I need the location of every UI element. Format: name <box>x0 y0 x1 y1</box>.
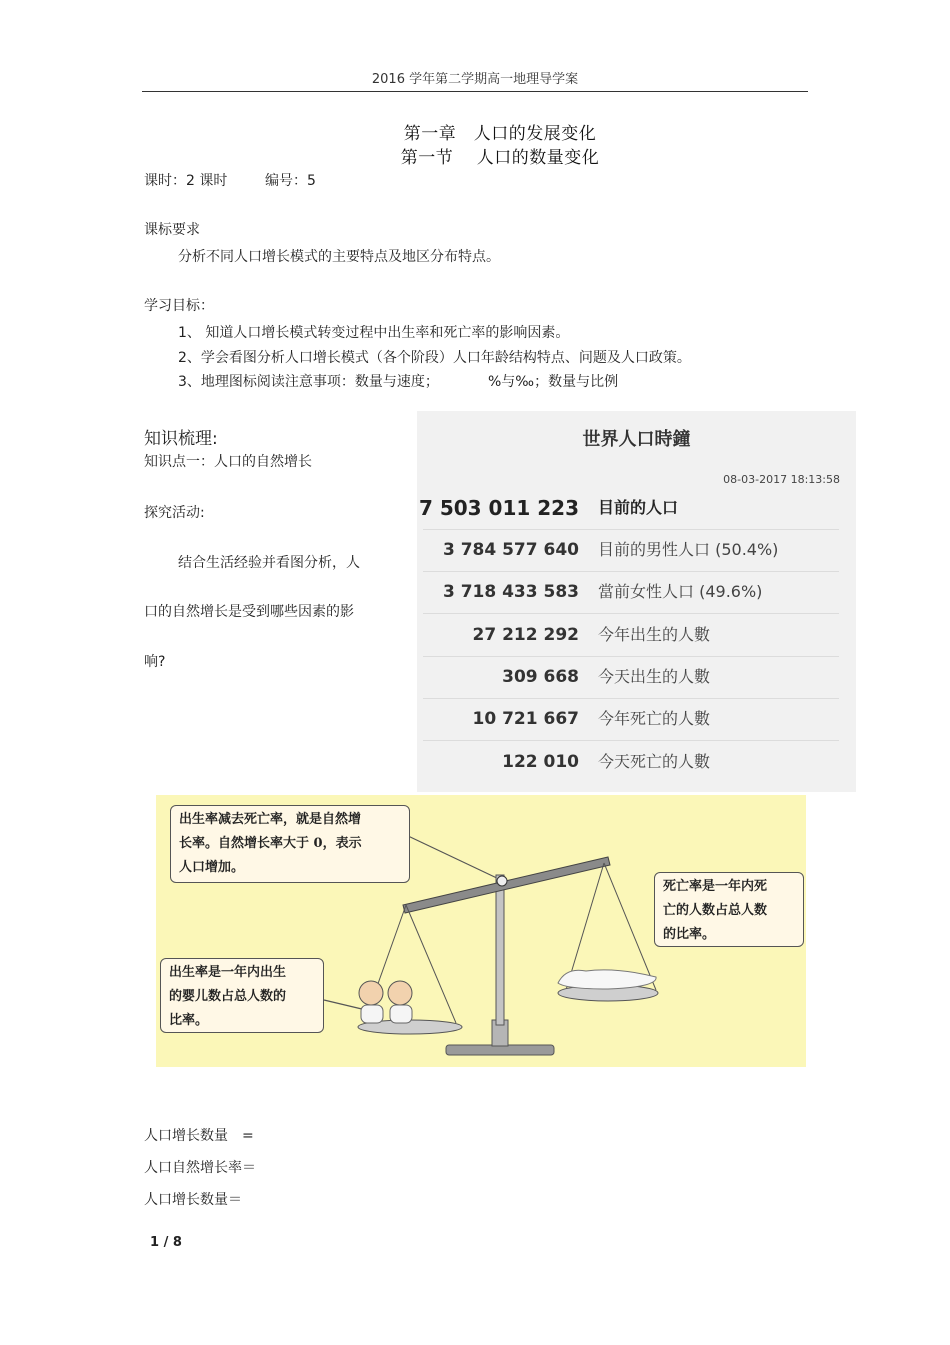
note-line: 的婴儿数占总人数的 <box>169 989 287 1004</box>
standard-heading: 课标要求 <box>144 222 200 238</box>
clock-label: 當前女性人口 (49.6%) <box>598 582 763 601</box>
knowledge-heading: 知识梳理: <box>144 429 218 449</box>
note-line: 长率。自然增长率大于 0，表示 <box>179 836 362 851</box>
clock-value: 3 784 577 640 <box>442 540 579 560</box>
clock-row <box>423 614 839 657</box>
objective-item: 3、地理图标阅读注意事项：数量与速度； <box>178 374 439 390</box>
standard-text: 分析不同人口增长模式的主要特点及地区分布特点。 <box>178 249 500 265</box>
clock-row <box>418 487 839 530</box>
clock-label: 今年出生的人數 <box>598 625 711 644</box>
chapter-title: 第一章 人口的发展变化 <box>403 124 597 144</box>
clock-value: 309 668 <box>502 667 579 687</box>
clock-value: 27 212 292 <box>472 625 579 645</box>
section-title: 第一节 人口的数量变化 <box>400 148 600 168</box>
clock-label: 目前的人口 <box>598 498 679 517</box>
note-line: 死亡率是一年内死 <box>663 879 768 894</box>
population-clock <box>417 411 856 792</box>
note-line: 出生率是一年内出生 <box>169 965 287 980</box>
objective-item: %与‰；数量与比例 <box>488 374 619 390</box>
clock-value: 10 721 667 <box>472 709 579 729</box>
note-line: 比率。 <box>169 1013 209 1028</box>
clock-row <box>423 698 839 741</box>
activity-question: 口的自然增长是受到哪些因素的影 <box>144 604 354 620</box>
activity-question: 响? <box>144 654 166 670</box>
clock-value: 122 010 <box>502 752 579 772</box>
clock-title: 世界人口時鐘 <box>582 429 691 450</box>
formula-line: 人口增长数量 = <box>144 1128 254 1144</box>
clock-value: 3 718 433 583 <box>442 582 579 602</box>
objective-item: 1、 知道人口增长模式转变过程中出生率和死亡率的影响因素。 <box>178 325 570 341</box>
knowledge-point-1: 知识点一：人口的自然增长 <box>144 454 312 470</box>
clock-label: 今年死亡的人數 <box>598 709 711 728</box>
objective-item: 2、学会看图分析人口增长模式（各个阶段）人口年龄结构特点、问题及人口政策。 <box>178 350 691 366</box>
note-birth-rate <box>160 958 324 1033</box>
lesson-hours: 课时：2 课时 <box>144 173 228 189</box>
note-death-rate <box>654 872 804 947</box>
note-line: 人口增加。 <box>179 860 245 875</box>
note-natural-growth <box>170 805 410 883</box>
clock-row <box>423 571 839 614</box>
clock-label: 今天出生的人數 <box>598 667 711 686</box>
page-number: 1 / 8 <box>150 1235 182 1250</box>
note-line: 的比率。 <box>663 927 716 942</box>
clock-value: 7 503 011 223 <box>418 496 579 520</box>
clock-label: 目前的男性人口 (50.4%) <box>598 540 779 559</box>
activity-question: 结合生活经验并看图分析，人 <box>178 555 360 571</box>
note-line: 亡的人数占总人数 <box>663 903 768 918</box>
objectives-heading: 学习目标： <box>144 298 214 314</box>
note-line: 出生率减去死亡率，就是自然增 <box>179 812 362 827</box>
activity-heading: 探究活动: <box>144 505 205 521</box>
formula-line: 人口自然增长率＝ <box>144 1160 256 1176</box>
page-header: 2016 学年第二学期高一地理导学案 <box>371 72 579 87</box>
clock-row <box>423 656 839 699</box>
header-rule <box>142 91 808 92</box>
clock-timestamp: 08-03-2017 18:13:58 <box>723 473 840 486</box>
lesson-number: 编号：5 <box>265 173 316 189</box>
balance-illustration <box>156 795 806 1067</box>
clock-row <box>423 529 839 572</box>
formula-line: 人口增长数量＝ <box>144 1192 242 1208</box>
clock-row <box>423 741 839 783</box>
clock-label: 今天死亡的人數 <box>598 752 711 771</box>
